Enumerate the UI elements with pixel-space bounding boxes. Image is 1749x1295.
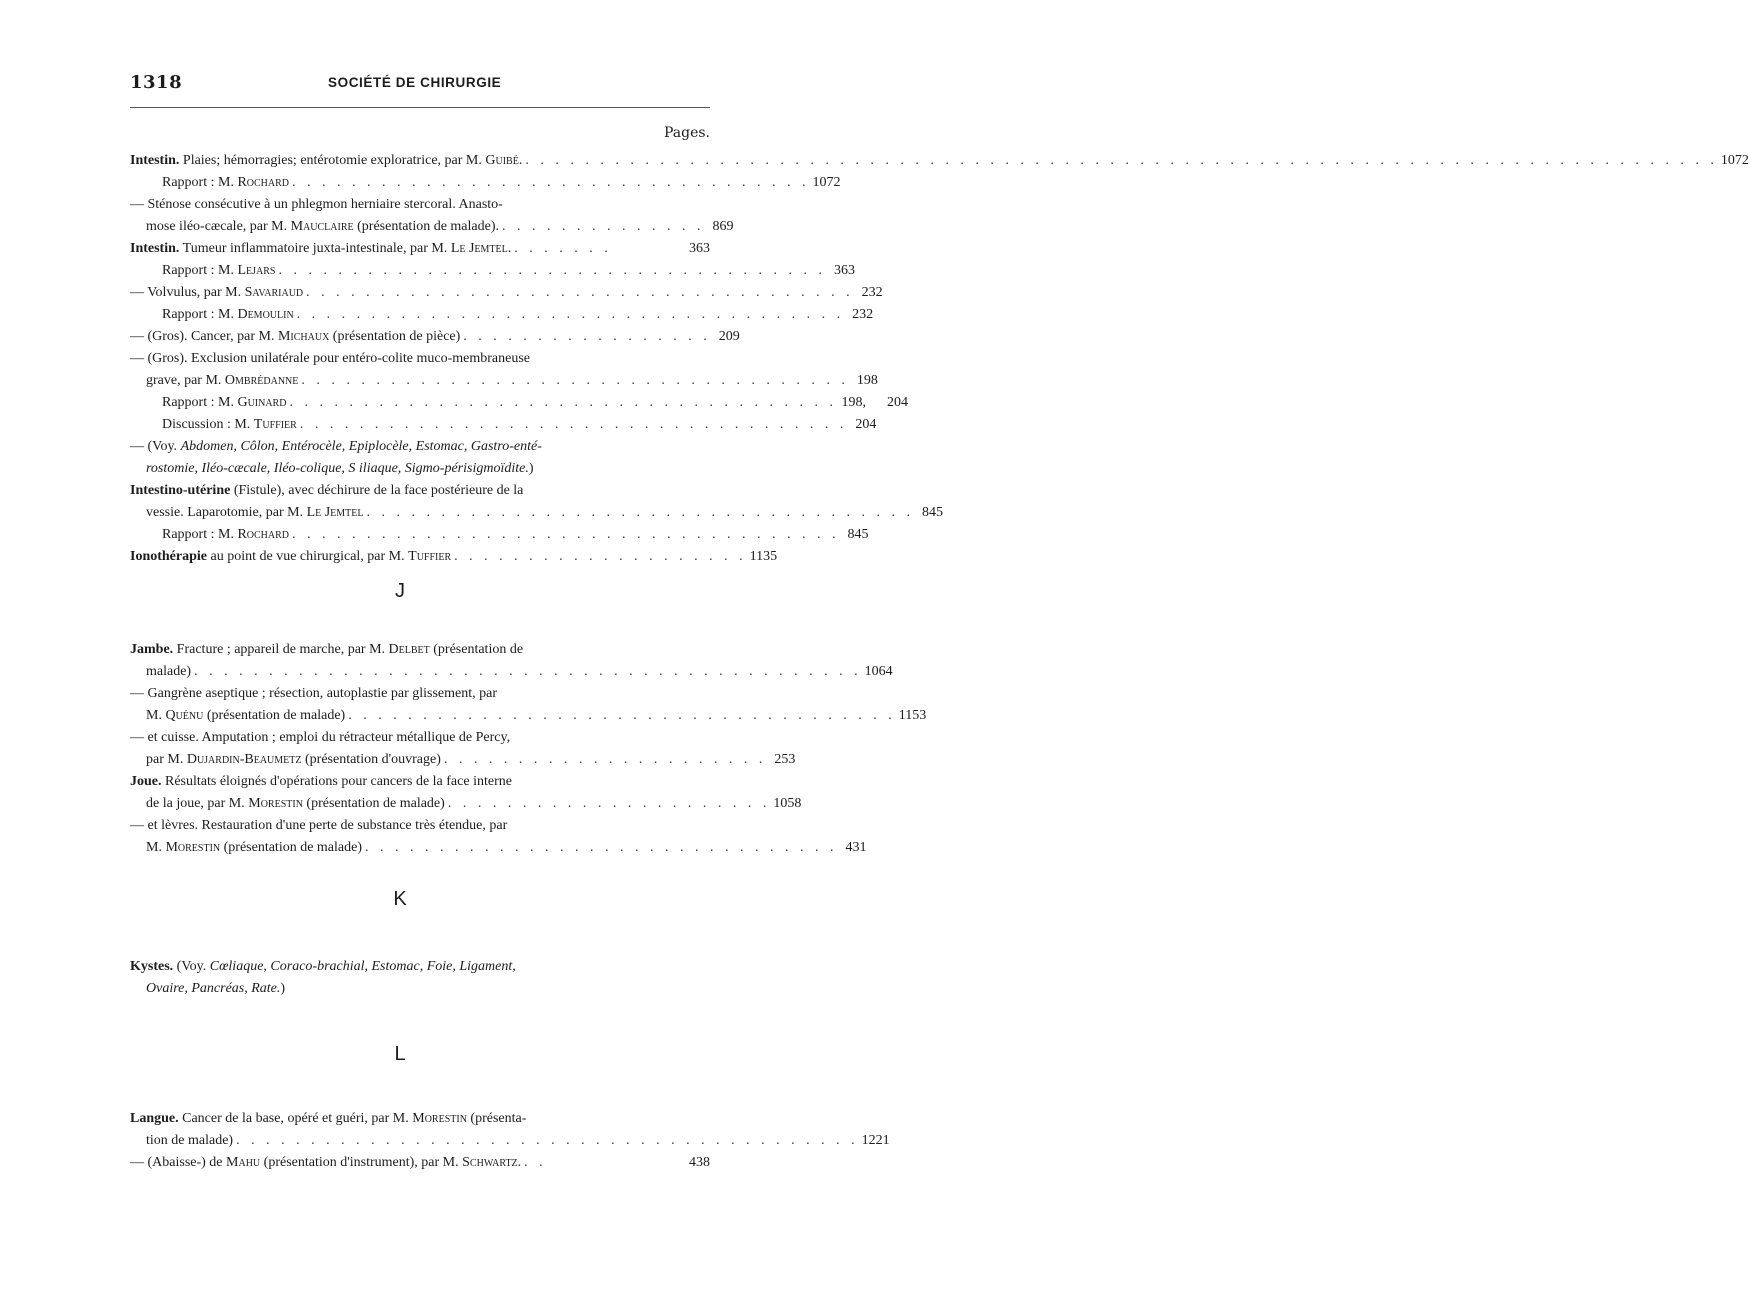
leader-dots: . . . . . . . . . . . . . . . . . . . . . . . . . . . . . . . . . . . . . [289,395,837,410]
pages-column-label: Pages. [663,125,710,141]
leader-dots: . . . . . . . [514,241,612,256]
index-entry-continued: M. Quénu (présentation de malade) . . . . . . . . . . . . . . . . . . . . . . . . . . . . . . . . . . . . . 1153 [146,705,710,727]
index-entry-continued: malade) . . . . . . . . . . . . . . . . . . . . . . . . . . . . . . . . . . . . . . . . . . . . . 1064 [146,661,710,683]
section-letter-l: L [394,1043,406,1065]
index-entry: Rapport : M. Rochard . . . . . . . . . . . . . . . . . . . . . . . . . . . . . . . . . . . . . 845 [162,524,710,546]
index-entry-continued: par M. Dujardin-Beaumetz (présentation d'ouvrage) . . . . . . . . . . . . . . . . . . . . . . 253 [146,749,710,771]
page-ref: 253 [774,752,796,767]
page-ref: 869 [712,219,734,234]
leader-dots: . . . . . . . . . . . . . . . . . . . . . . . . . . . . . . . . . . . . . [278,263,826,278]
index-entry-continued: vessie. Laparotomie, par M. Le Jemtel . . . . . . . . . . . . . . . . . . . . . . . . . . . . . . . . . . . . . 845 [146,502,710,524]
leader-dots: . . . . . . . . . . . . . . . . . . . . . . . . . . . . . . . . . . . . . [366,505,914,520]
index-entry: — Volvulus, par M. Savariaud . . . . . . . . . . . . . . . . . . . . . . . . . . . . . . . . . . . . . 232 [130,282,710,304]
page-ref: 845 [847,527,869,542]
page-ref: 209 [718,329,740,344]
index-entry-continued: mose iléo-cæcale, par M. Mauclaire (présentation de malade). . . . . . . . . . . . . . . 869 [146,216,710,238]
index-entry: Discussion : M. Tuffier . . . . . . . . . . . . . . . . . . . . . . . . . . . . . . . . . . . . . 204 [162,414,710,436]
leader-dots: . . . . . . . . . . . . . . . . . . . . . . [443,752,767,767]
leader-dots: . . . . . . . . . . . . . . . . . . . . . . [447,796,771,811]
index-entry-continued: grave, par M. Ombrédanne . . . . . . . . . . . . . . . . . . . . . . . . . . . . . . . . . . . . . 198 [146,370,710,392]
index-entry: Rapport : M. Lejars . . . . . . . . . . . . . . . . . . . . . . . . . . . . . . . . . . . . . 363 [162,260,710,282]
index-entry: Intestin. Tumeur inflammatoire juxta-intestinale, par M. Le Jemtel. . . . . . . . 363 [130,238,710,260]
page-ref: 1153 [898,708,927,723]
leader-dots: . . . . . . . . . . . . . . . . . . . . . . . . . . . . . . . . . . . . . [301,373,849,388]
section-letter-k: K [393,888,407,910]
leader-dots: . . [524,1155,547,1170]
leader-dots: . . . . . . . . . . . . . . . . . . . . . . . . . . . . . . . . . . . . . [306,285,854,300]
leader-dots: . . . . . . . . . . . . . . . . . . . . . . . . . . . . . . . . . . . . . [348,708,896,723]
index-entry: — et cuisse. Amputation ; emploi du rétracteur métallique de Percy, [130,730,511,745]
page-ref: 198, [841,395,866,410]
page-ref: 232 [861,285,883,300]
page-ref: 431 [845,840,867,855]
leader-dots: . . . . . . . . . . . . . . . . . . . . [454,549,747,564]
leader-dots: . . . . . . . . . . . . . . . . . . . . . . . . . . . . . . . . . . . . . [299,417,848,432]
page-ref: 198 [856,373,878,388]
index-entry: — (Gros). Cancer, par M. Michaux (présentation de pièce) . . . . . . . . . . . . . . . . . 209 [130,326,710,348]
leader-dots: . . . . . . . . . . . . . . . . . . . . . . . . . . . . . . . . . . . . . [292,527,840,542]
index-entry: — (Abaisse-) de Mahu (présentation d'instrument), par M. Schwartz. . . 438 [130,1152,710,1174]
index-entry: — Sténose consécutive à un phlegmon herniaire stercoral. Anasto- [130,197,503,212]
index-entry: — Gangrène aseptique ; résection, autoplastie par glissement, par [130,686,497,701]
index-entry: Langue. Cancer de la base, opéré et guéri, par M. Morestin (présenta- [130,1111,527,1126]
index-entry: Rapport : M. Rochard . . . . . . . . . . . . . . . . . . . . . . . . . . . . . . . . . . . 1072 [162,172,710,194]
page-ref: 1072 [812,175,841,190]
index-entry: Intestin. Plaies; hémorragies; entérotomie exploratrice, par M. Guibé. . . . . . . . . . . . . . . . . . . . . . . . . . . . . . . . . . . . . . . . . . . . . . . . . . . . . . . . . . . . . . . . . . . . . . . . . . . . . . . . . 1072 [130,150,710,172]
leader-dots: . . . . . . . . . . . . . . . . . . . . . . . . . . . . . . . . . . . . . [296,307,845,322]
leader-dots: . . . . . . . . . . . . . . . . . . . . . . . . . . . . . . . . . . . . . . . . . . [236,1133,859,1148]
leader-dots: . . . . . . . . . . . . . . . . . [463,329,711,344]
leader-dots: . . . . . . . . . . . . . . [502,219,705,234]
index-entry: — (Voy. Abdomen, Côlon, Entérocèle, Epiplocèle, Estomac, Gastro-enté- [130,439,542,454]
page-ref: 204 [886,395,908,410]
page-ref: 1058 [773,796,802,811]
index-entry: Jambe. Fracture ; appareil de marche, par M. Delbet (présentation de [130,642,524,657]
leader-dots: . . . . . . . . . . . . . . . . . . . . . . . . . . . . . . . . . . . . . . . . . . . . . . . . . . . . . . . . . . . . . . . . . . . . . . . . . . . . . . . . [525,153,1718,168]
index-entry: Joue. Résultats éloignés d'opérations pour cancers de la face interne [130,774,512,789]
index-entry-continued: tion de malade) . . . . . . . . . . . . . . . . . . . . . . . . . . . . . . . . . . . . . . . . . . 1221 [146,1130,710,1152]
index-entry: Kystes. (Voy. Cœliaque, Coraco-brachial, Estomac, Foie, Ligament, [130,959,516,974]
section-letter-j: J [395,580,405,602]
page-ref: 232 [852,307,874,322]
page-ref: 1072 [1720,153,1749,168]
index-entry: Rapport : M. Guinard . . . . . . . . . . . . . . . . . . . . . . . . . . . . . . . . . . . . . 198, 204 [162,392,710,414]
leader-dots: . . . . . . . . . . . . . . . . . . . . . . . . . . . . . . . . . . . . . . . . . . . . . [194,664,862,679]
page-ref: 1135 [749,549,778,564]
leader-dots: . . . . . . . . . . . . . . . . . . . . . . . . . . . . . . . . . . . [292,175,810,190]
page-ref: 363 [833,263,855,278]
index-entry: Ionothérapie au point de vue chirurgical, par M. Tuffier . . . . . . . . . . . . . . . . . . . . 1135 [130,546,710,568]
index-entry: Intestino-utérine (Fistule), avec déchirure de la face postérieure de la [130,483,524,498]
page-header [130,72,710,96]
index-entry-continued: de la joue, par M. Morestin (présentation de malade) . . . . . . . . . . . . . . . . . . . . . . 1058 [146,793,710,815]
index-entry-continued: Ovaire, Pancréas, Rate.) [146,981,286,996]
page-ref: 1221 [861,1133,890,1148]
leader-dots: . . . . . . . . . . . . . . . . . . . . . . . . . . . . . . . . [365,840,838,855]
index-entry-continued: rostomie, Iléo-cæcale, Iléo-colique, S iliaque, Sigmo-périsigmoïdite.) [146,461,534,476]
header-rule [130,107,710,108]
page-ref: 1064 [864,664,893,679]
page-ref: 204 [855,417,877,432]
page-ref: 363 [689,241,710,256]
index-entry-continued: M. Morestin (présentation de malade) . . . . . . . . . . . . . . . . . . . . . . . . . . . . . . . . 431 [146,837,710,859]
page-ref: 438 [689,1155,710,1170]
index-entry: — et lèvres. Restauration d'une perte de substance très étendue, par [130,818,508,833]
page-number: 1318 [130,72,183,93]
index-entry: Rapport : M. Demoulin . . . . . . . . . . . . . . . . . . . . . . . . . . . . . . . . . . . . . 232 [162,304,710,326]
running-title: SOCIÉTÉ DE CHIRURGIE [328,75,502,90]
index-entry: — (Gros). Exclusion unilatérale pour entéro-colite muco-membraneuse [130,351,531,366]
page-ref: 845 [922,505,943,520]
